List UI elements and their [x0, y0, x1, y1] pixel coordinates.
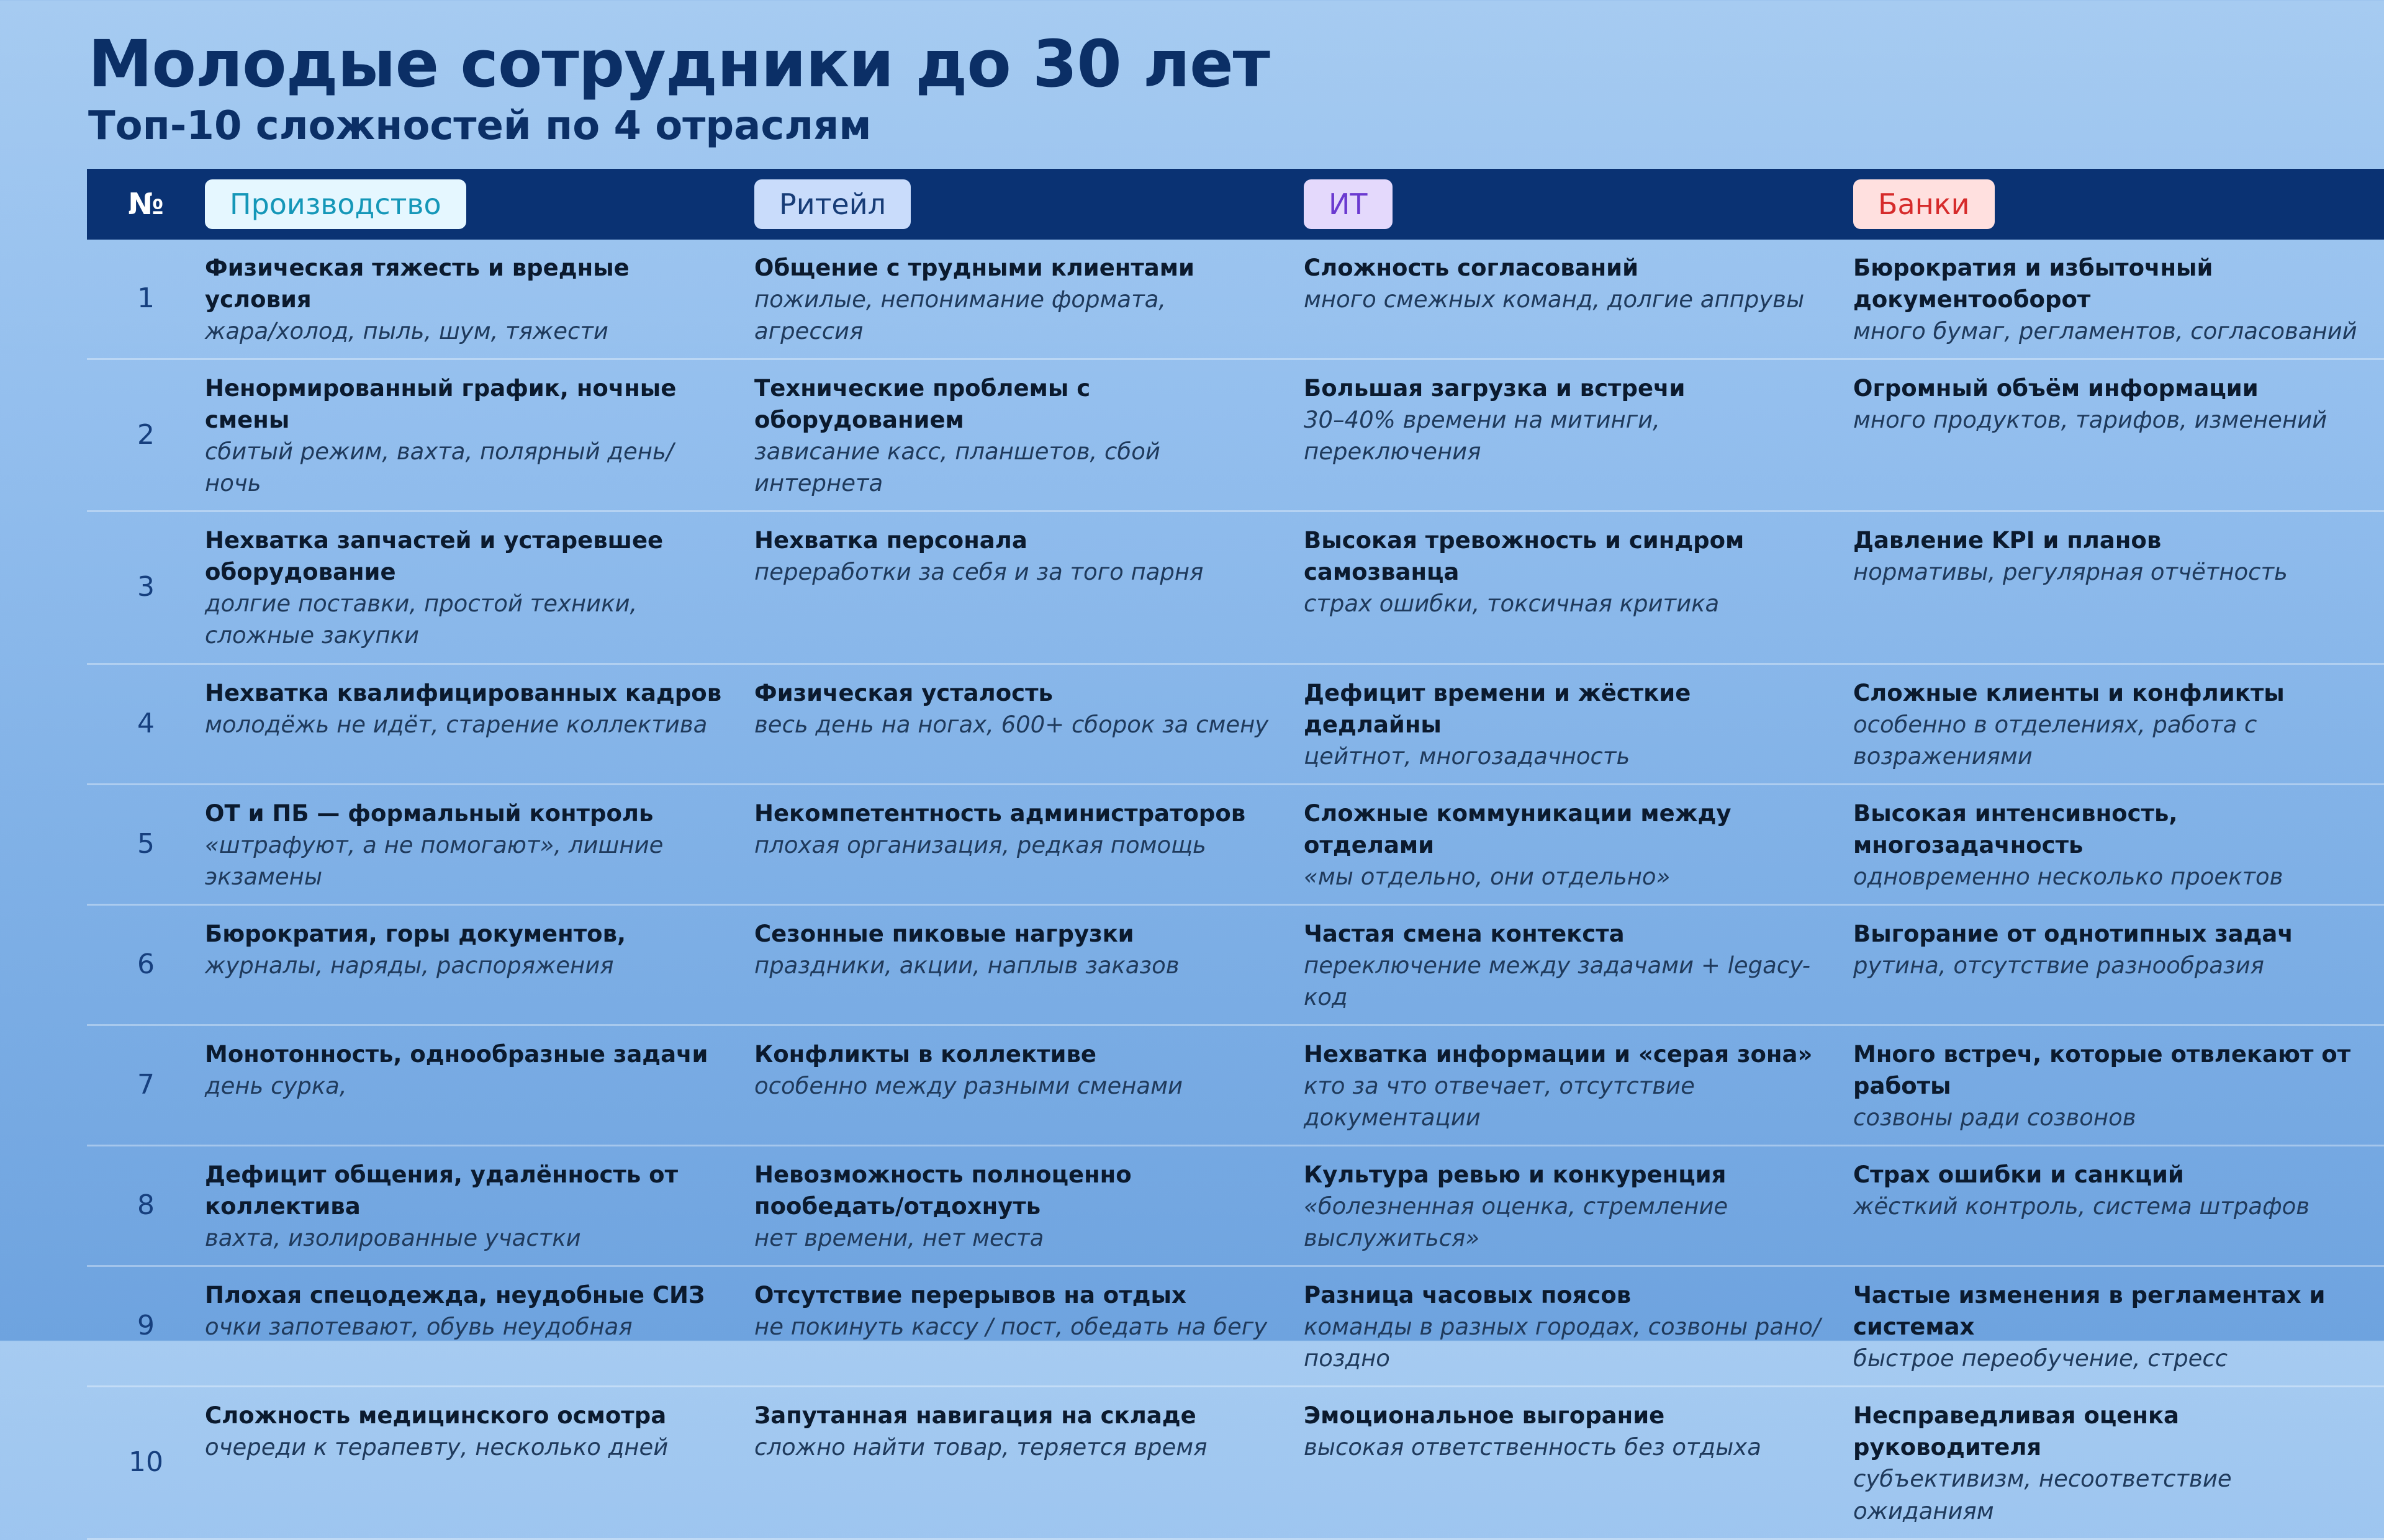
difficulty-details: переключение между задачами + legacy-код — [1304, 952, 1811, 1011]
difficulty-details: рутина, отсутствие разнообразия — [1853, 952, 2264, 979]
difficulty-details: страх ошибки, токсичная критика — [1304, 590, 1720, 618]
cell-retail — [754, 1387, 1304, 1539]
industry-badge-production: Производство — [205, 179, 466, 230]
difficulty-details: быстрое переобучение, стресс — [1853, 1345, 2228, 1372]
row-number: 2 — [137, 418, 155, 451]
difficulty-details: цейтнот, многозадачность — [1304, 742, 1630, 770]
difficulty-title: Давление KPI и планов — [1853, 527, 2162, 554]
difficulty-title: Бюрократия и избыточный документооборот — [1853, 254, 2213, 313]
table-row — [87, 1387, 2384, 1539]
cell-retail — [754, 904, 1304, 1025]
header-industry-production — [205, 169, 754, 240]
cell-retail — [754, 240, 1304, 359]
difficulty-details: весь день на ногах, 600+ сборок за смену — [754, 711, 1269, 738]
difficulty-title: Дефицит времени и жёсткие дедлайны — [1304, 679, 1691, 738]
table-row — [87, 1025, 2384, 1145]
difficulty-details: молодёжь не идёт, старение коллектива — [205, 711, 708, 738]
row-number: 4 — [137, 707, 155, 739]
difficulty-title: Физическая тяжесть и вредные условия — [205, 254, 630, 313]
difficulty-details: день сурка, — [205, 1072, 347, 1099]
row-number: 8 — [137, 1189, 155, 1222]
row-number: 7 — [137, 1069, 155, 1101]
cell-it — [1304, 1146, 1853, 1266]
difficulty-title: Физическая усталость — [754, 679, 1053, 706]
header-industry-banks — [1853, 169, 2384, 240]
cell-it — [1304, 511, 1853, 664]
header-row — [87, 169, 2384, 240]
table-row — [87, 511, 2384, 664]
difficulty-title: Частая смена контекста — [1304, 920, 1625, 947]
cell-retail — [754, 1025, 1304, 1145]
cell-production — [205, 664, 754, 784]
difficulty-title: Нехватка персонала — [754, 527, 1027, 554]
difficulty-title: Несправедливая оценка руководителя — [1853, 1402, 2180, 1461]
difficulty-title: Технические проблемы с оборудованием — [754, 375, 1091, 434]
difficulty-details: очереди к терапевту, несколько дней — [205, 1434, 669, 1461]
cell-banks — [1853, 1387, 2384, 1539]
difficulty-title: Высокая интенсивность, многозадачность — [1853, 799, 2178, 858]
difficulty-details: особенно в отделениях, работа с возражениями — [1853, 711, 2257, 770]
difficulty-title: Отсутствие перерывов на отдых — [754, 1282, 1186, 1309]
difficulty-details: жара/холод, пыль, шум, тяжести — [205, 318, 608, 345]
difficulty-title: Частые изменения в регламентах и системах — [1853, 1282, 2326, 1341]
difficulty-details: «мы отдельно, они отдельно» — [1304, 863, 1671, 890]
table-row — [87, 240, 2384, 359]
difficulty-details: нет времени, нет места — [754, 1225, 1044, 1252]
difficulty-details: плохая организация, редкая помощь — [754, 831, 1206, 858]
difficulty-title: Много встреч, которые отвлекают от работы — [1853, 1040, 2351, 1099]
difficulty-details: пожилые, непонимание формата, агрессия — [754, 286, 1167, 345]
difficulty-details: очки запотевают, обувь неудобная — [205, 1313, 633, 1341]
cell-production — [205, 1146, 754, 1266]
difficulty-title: Плохая спецодежда, неудобные СИЗ — [205, 1282, 705, 1309]
difficulty-title: Конфликты в коллективе — [754, 1040, 1096, 1068]
table-row — [87, 1266, 2384, 1387]
difficulty-details: сложно найти товар, теряется время — [754, 1434, 1208, 1461]
difficulty-details: много бумаг, регламентов, согласований — [1853, 318, 2357, 345]
difficulty-details: много смежных команд, долгие аппрувы — [1304, 286, 1805, 313]
difficulties-table-container — [87, 169, 2384, 1524]
difficulty-details: сбитый режим, вахта, полярный день/ночь — [205, 438, 674, 497]
table-row — [87, 904, 2384, 1025]
cell-it — [1304, 1025, 1853, 1145]
difficulty-details: субъективизм, несоответствие ожиданиям — [1853, 1466, 2232, 1524]
difficulty-title: Огромный объём информации — [1853, 375, 2259, 402]
cell-production — [205, 1266, 754, 1387]
header-industry-it — [1304, 169, 1853, 240]
cell-retail — [754, 511, 1304, 664]
header-industry-retail — [754, 169, 1304, 240]
industry-badge-it: ИТ — [1304, 179, 1393, 230]
cell-retail — [754, 784, 1304, 904]
difficulty-title: Ненормированный график, ночные смены — [205, 375, 677, 434]
row-number: 10 — [129, 1446, 163, 1479]
difficulty-details: высокая ответственность без отдыха — [1304, 1434, 1761, 1461]
difficulty-details: кто за что отвечает, отсутствие документации — [1304, 1072, 1695, 1132]
difficulty-title: Нехватка информации и «серая зона» — [1304, 1040, 1813, 1068]
difficulty-details: 30–40% времени на митинги, переключения — [1304, 407, 1660, 466]
difficulty-details: не покинуть кассу / пост, обедать на бегу — [754, 1313, 1268, 1341]
difficulty-title: Большая загрузка и встречи — [1304, 375, 1686, 402]
cell-it — [1304, 1266, 1853, 1387]
difficulty-details: зависание касс, планшетов, сбой интернета — [754, 438, 1160, 497]
page-subtitle: Топ-10 сложностей по 4 отраслям — [88, 103, 872, 149]
difficulty-title: Разница часовых поясов — [1304, 1282, 1632, 1309]
cell-banks — [1853, 664, 2384, 784]
difficulty-title: Общение с трудными клиентами — [754, 254, 1194, 281]
difficulty-details: особенно между разными сменами — [754, 1072, 1183, 1099]
difficulty-title: Некомпетентность администраторов — [754, 799, 1246, 827]
cell-production — [205, 1387, 754, 1539]
difficulty-title: Выгорание от однотипных задач — [1853, 920, 2293, 947]
difficulty-title: Монотонность, однообразные задачи — [205, 1040, 708, 1068]
difficulty-title: Высокая тревожность и синдром самозванца — [1304, 527, 1745, 586]
cell-production — [205, 904, 754, 1025]
cell-banks — [1853, 1266, 2384, 1387]
cell-it — [1304, 904, 1853, 1025]
difficulty-title: Эмоциональное выгорание — [1304, 1402, 1665, 1430]
difficulty-details: журналы, наряды, распоряжения — [205, 952, 614, 979]
difficulty-title: Дефицит общения, удалённость от коллектива — [205, 1161, 679, 1220]
cell-banks — [1853, 1146, 2384, 1266]
difficulty-details: вахта, изолированные участки — [205, 1225, 581, 1252]
row-number: 5 — [137, 827, 155, 860]
difficulty-title: Нехватка запчастей и устаревшее оборудование — [205, 527, 664, 586]
cell-retail — [754, 1266, 1304, 1387]
table-row — [87, 1146, 2384, 1266]
cell-retail — [754, 1146, 1304, 1266]
difficulty-title: Сложные коммуникации между отделами — [1304, 799, 1732, 858]
cell-it — [1304, 664, 1853, 784]
difficulty-details: жёсткий контроль, система штрафов — [1853, 1193, 2310, 1220]
cell-production — [205, 784, 754, 904]
header-number: № — [128, 187, 164, 222]
difficulty-title: Невозможность полноценно пообедать/отдохнуть — [754, 1161, 1132, 1220]
difficulty-title: Запутанная навигация на складе — [754, 1402, 1196, 1430]
difficulty-title: Бюрократия, горы документов, — [205, 920, 626, 947]
cell-it — [1304, 784, 1853, 904]
difficulties-table — [87, 169, 2384, 1540]
cell-it — [1304, 1387, 1853, 1539]
table-body — [87, 240, 2384, 1539]
difficulty-title: Сложные клиенты и конфликты — [1853, 679, 2285, 706]
cell-production — [205, 511, 754, 664]
difficulty-details: команды в разных городах, созвоны рано/поздно — [1304, 1313, 1821, 1372]
cell-banks — [1853, 904, 2384, 1025]
difficulty-title: ОТ и ПБ — формальный контроль — [205, 799, 654, 827]
cell-banks — [1853, 240, 2384, 359]
cell-it — [1304, 240, 1853, 359]
cell-production — [205, 1025, 754, 1145]
difficulty-title: Страх ошибки и санкций — [1853, 1161, 2184, 1189]
cell-retail — [754, 664, 1304, 784]
difficulty-details: «болезненная оценка, стремление выслужиться» — [1304, 1193, 1728, 1252]
difficulty-details: много продуктов, тарифов, изменений — [1853, 407, 2328, 434]
difficulty-details: переработки за себя и за того парня — [754, 559, 1204, 586]
table-row — [87, 664, 2384, 784]
cell-banks — [1853, 784, 2384, 904]
table-row — [87, 359, 2384, 511]
difficulty-title: Сложность медицинского осмотра — [205, 1402, 667, 1430]
cell-production — [205, 240, 754, 359]
row-number: 9 — [137, 1310, 155, 1342]
row-number: 6 — [137, 948, 155, 980]
difficulty-details: нормативы, регулярная отчётность — [1853, 559, 2288, 586]
cell-banks — [1853, 359, 2384, 511]
difficulty-title: Культура ревью и конкуренция — [1304, 1161, 1727, 1189]
difficulty-details: одновременно несколько проектов — [1853, 863, 2283, 890]
cell-banks — [1853, 511, 2384, 664]
difficulty-details: праздники, акции, наплыв заказов — [754, 952, 1180, 979]
cell-retail — [754, 359, 1304, 511]
difficulty-details: созвоны ради созвонов — [1853, 1104, 2136, 1132]
cell-production — [205, 359, 754, 511]
row-number: 1 — [137, 282, 155, 315]
table-row — [87, 784, 2384, 904]
difficulty-details: долгие поставки, простой техники, сложные закупки — [205, 590, 638, 649]
industry-badge-retail: Ритейл — [754, 179, 911, 230]
difficulty-title: Нехватка квалифицированных кадров — [205, 679, 722, 706]
industry-badge-banks: Банки — [1853, 179, 1995, 230]
difficulty-title: Сезонные пиковые нагрузки — [754, 920, 1134, 947]
difficulty-details: «штрафуют, а не помогают», лишние экзамены — [205, 831, 664, 890]
page-title: Молодые сотрудники до 30 лет — [88, 26, 1270, 102]
table-header — [87, 169, 2384, 240]
row-number: 3 — [137, 571, 155, 603]
cell-banks — [1853, 1025, 2384, 1145]
difficulty-title: Сложность согласований — [1304, 254, 1639, 281]
cell-it — [1304, 359, 1853, 511]
